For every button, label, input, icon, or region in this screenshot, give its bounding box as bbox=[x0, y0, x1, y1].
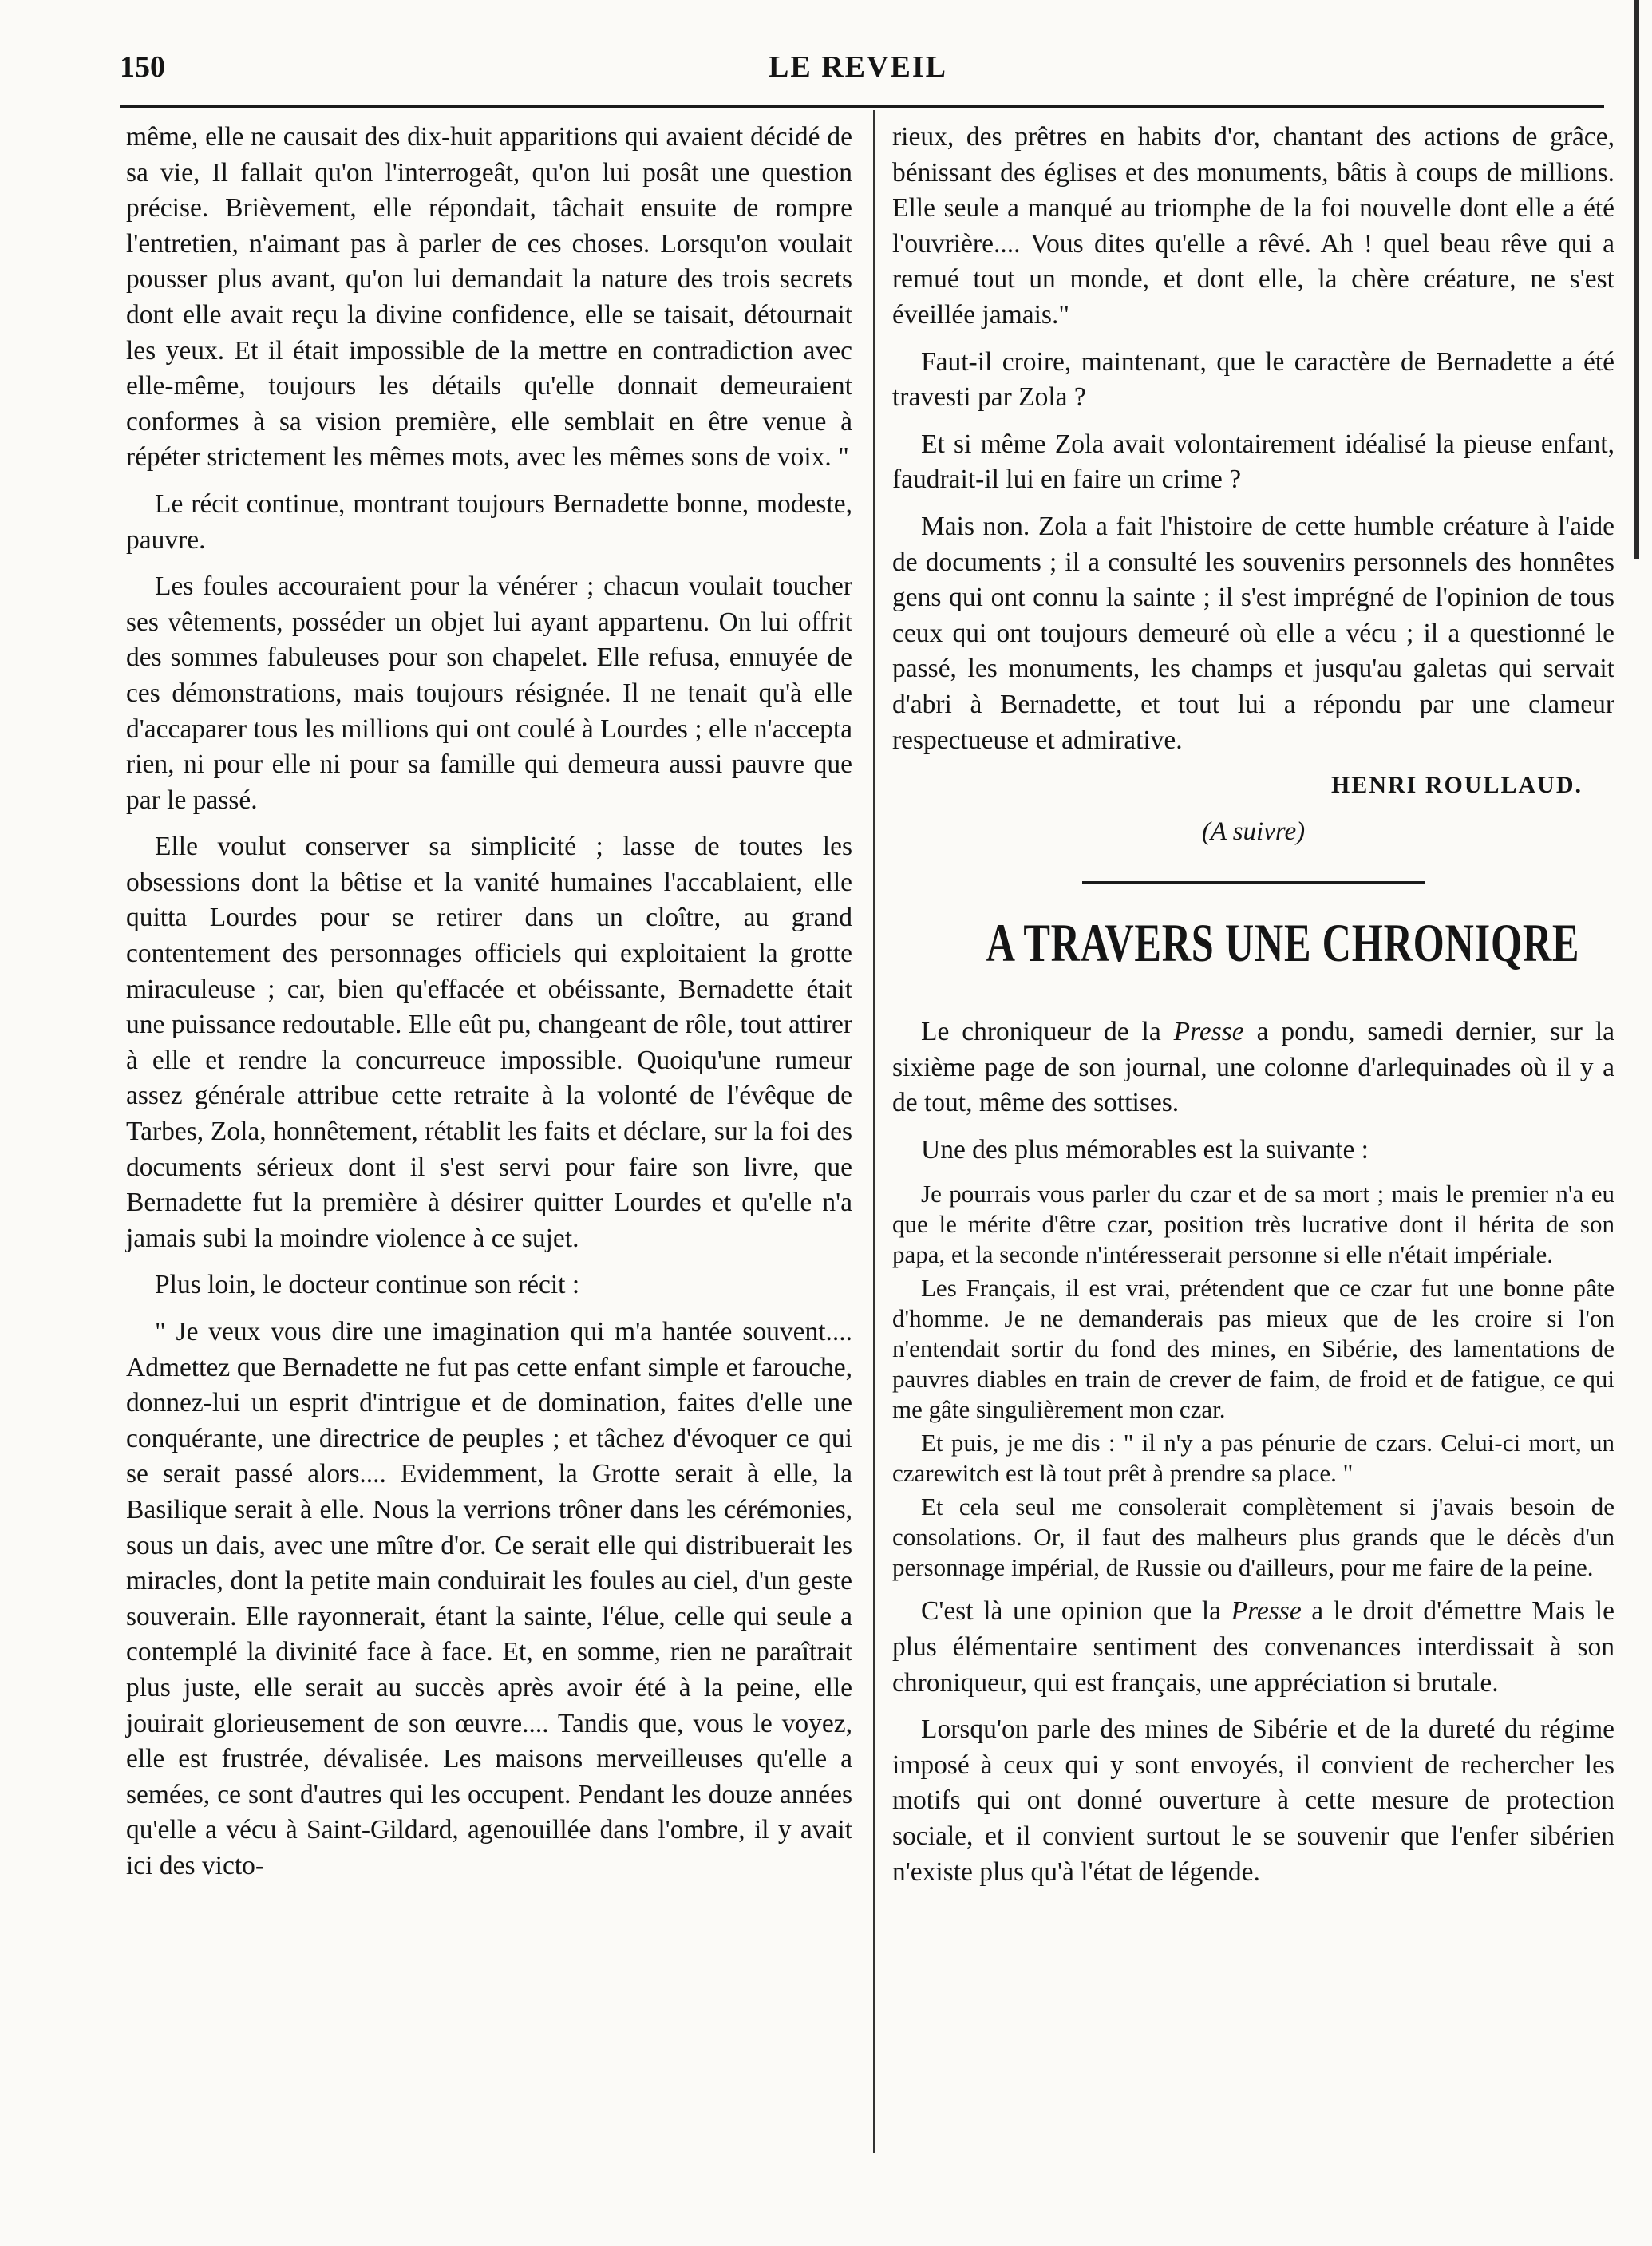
page-number: 150 bbox=[120, 50, 165, 84]
section-rule bbox=[1082, 881, 1425, 884]
quoted-paragraph: Je pourrais vous parler du czar et de sa mort ; mais le premier n'a eu que le mérite d'être czar, position très lucrative dont il hérita de son papa, et la seconde n'intéresserait personne si elle n'était impériale. bbox=[892, 1180, 1614, 1269]
paragraph: Elle voulut conserver sa simplicité ; lasse de toutes les obsessions dont la bêtise et la vanité humaines l'accablaient, elle quitta Lourdes pour se retirer dans un cloître, au grand contentement des personnages officiels qui exploitaient la grotte miraculeuse ; car, bien qu'effacée et obéissante, Bernadette était une puissance redoutable. Elle eût pu, changeant de rôle, tout attirer à elle et rendre la concurreuce impossible. Quoiqu'une rumeur assez générale attribue cette retraite à la volonté de l'évêque de Tarbes, Zola, honnêtement, rétablit les faits et déclare, sur la foi des documents sérieux dont il s'est servi pour faire son livre, que Bernadette fut la première à désirer quitter Lourdes et qu'elle n'a jamais subi la moindre violence à ce sujet. bbox=[126, 832, 852, 1253]
to-be-continued: (A suivre) bbox=[1201, 817, 1306, 847]
quoted-paragraph: " Je veux vous dire une imagination qui m'a hantée souvent.... Admettez que Bernadette ne fut pas cette enfant simple et farouche, donnez-lui un esprit d'intrigue et de domination, faites d'elle une conquérante, une directrice de peuples ; et tâchez d'évoquer ce qui se serait passé alors.... Evidemment, la Grotte serait à elle, la Basilique serait à elle. Nous la verrions trôner dans les cérémonies, sous un dais, avec une mître d'or. Ce serait elle qui distribuerait les miracles, dont la petite main conduirait les foules au ciel, d'un geste souverain. Elle rayonnerait, étant la sainte, l'élue, celle qui seule a contemplé la divinité face à face. Et, en somme, rien ne paraîtrait plus juste, elle serait au succès après avoir été à la peine, elle jouirait glorieusement de son œuvre.... Tandis que, vous le voyez, elle est frustrée, dévalisée. Les maisons merveilleuses qu'elle a semées, ce sont d'autres qui les occupent. Pendant les douze années qu'elle a vécu à Saint-Gildard, agenouillée dans l'ombre, il y avait ici des victo- bbox=[126, 1317, 852, 1880]
page-header bbox=[120, 49, 1596, 93]
text-run: Le chroniqueur de la bbox=[921, 1017, 1174, 1047]
quoted-paragraph: Et puis, je me dis : " il n'y a pas pénurie de czars. Celui-ci mort, un czarewitch est là tout prêt à prendre sa place. " bbox=[892, 1429, 1614, 1488]
column-divider bbox=[873, 110, 875, 2153]
text-run: a pondu, samedi dernier, sur la sixième page de son journal, une colonne d'arlequinades où il y a de tout, même des sottises. bbox=[892, 1017, 1614, 1118]
text-run: a le droit d'émettre Mais le plus élémentaire sentiment des convenances interdissait à son chroniqueur, qui est français, une appréciation si brutale. bbox=[892, 1596, 1614, 1698]
paragraph bbox=[892, 1014, 1614, 1121]
paragraph: Plus loin, le docteur continue son récit : bbox=[155, 1270, 580, 1300]
author-signature: HENRI ROULLAUD. bbox=[1330, 772, 1583, 799]
header-rule bbox=[120, 105, 1604, 108]
quoted-paragraph: Les Français, il est vrai, prétendent que ce czar fut une bonne pâte d'homme. Je ne demanderais pas mieux que de les croire si l'on n'entendait sortir du fond des mines, en Sibérie, des lamentations de pauvres diables en train de crever de faim, de froid et de fatigue, ce qui me gâte singulièrement mon czar. bbox=[892, 1274, 1614, 1424]
newspaper-name: Presse bbox=[1231, 1596, 1302, 1627]
paragraph: Le récit continue, montrant toujours Bernadette bonne, modeste, pauvre. bbox=[126, 488, 852, 555]
left-column bbox=[126, 120, 852, 1896]
paragraph: rieux, des prêtres en habits d'or, chantant des actions de grâce, bénissant des églises et des monuments, bâtis à coups de millions. Elle seule a manqué au triomphe de la foi nouvelle dont elle a été l'ouvrière.... Vous dites qu'elle a rêvé. Ah ! quel beau rêve qui a remué tout un monde, et dont elle, la chère créature, ne s'est éveillée jamais." bbox=[892, 122, 1614, 330]
right-column bbox=[892, 120, 1614, 1901]
paragraph: Faut-il croire, maintenant, que le caractère de Bernadette a été travesti par Zola ? bbox=[892, 346, 1614, 413]
paragraph: Les foules accouraient pour la vénérer ; chacun voulait toucher ses vêtements, posséder un objet lui ayant appartenu. On lui offrit des sommes fabuleuses pour son chapelet. Elle refusa, ennuyée de ces démonstrations, mais toujours résignée. Il ne tenait qu'à elle d'accaparer tous les millions qui ont coulé à Lourdes ; elle n'accepta rien, ni pour elle ni pour sa famille qui demeura aussi pauvre que par le passé. bbox=[126, 571, 852, 815]
paragraph bbox=[892, 1594, 1614, 1701]
paragraph: Et si même Zola avait volontairement idéalisé la pieuse enfant, faudrait-il lui en faire un crime ? bbox=[892, 429, 1614, 495]
quoted-paragraph: Et cela seul me consolerait complètement si j'avais besoin de consolations. Or, il faut des malheurs plus grands que le décès d'un personnage impérial, de Russie ou d'ailleurs, pour me faire de la peine. bbox=[892, 1493, 1614, 1582]
paragraph: Une des plus mémorables est la suivante : bbox=[921, 1134, 1369, 1165]
paragraph: Mais non. Zola a fait l'histoire de cette humble créature à l'aide de documents ; il a consulté les souvenirs personnels des honnêtes gens qui ont connu la sainte ; il s'est imprégné de l'opinion de tous ceux qui ont toujours demeuré où elle a vécu ; il a questionné le passé, les monuments, les champs et jusqu'au galetas qui servait d'abri à Bernadette, et tout lui a répondu par une clameur respectueuse et admirative. bbox=[892, 511, 1614, 755]
paragraph: même, elle ne causait des dix-huit apparitions qui avaient décidé de sa vie, Il fallait qu'on l'interrogeât, qu'on lui posât une question précise. Brièvement, elle répondait, tâchait ensuite de rompre l'entretien, n'aimant pas à parler de ces choses. Lorsqu'on voulait pousser plus avant, qu'on lui demandait la nature des trois secrets dont elle avait reçu la divine confidence, elle se taisait, détournait les yeux. Et il était impossible de la mettre en contradiction avec elle-même, toujours les détails qu'elle donnait demeuraient conformes à sa vision première, elle semblait en être venue à répéter strictement les mêmes mots, avec les mêmes sons de voix. " bbox=[126, 122, 852, 473]
paragraph: Lorsqu'on parle des mines de Sibérie et de la dureté du régime imposé à ceux qui y sont envoyés, il convient de rechercher les motifs qui ont donné ouverture à cette mesure de protection sociale, et il convient surtout le se souvenir que l'enfer sibérien n'existe plus qu'à l'état de légende. bbox=[892, 1714, 1614, 1887]
scan-edge-mark bbox=[1634, 0, 1639, 559]
newspaper-name: Presse bbox=[1173, 1017, 1244, 1047]
section-title: A TRAVERS UNE CHRONIQRE bbox=[986, 912, 1580, 974]
journal-title: LE REVEIL bbox=[769, 50, 947, 84]
text-run: C'est là une opinion que la bbox=[921, 1596, 1231, 1627]
